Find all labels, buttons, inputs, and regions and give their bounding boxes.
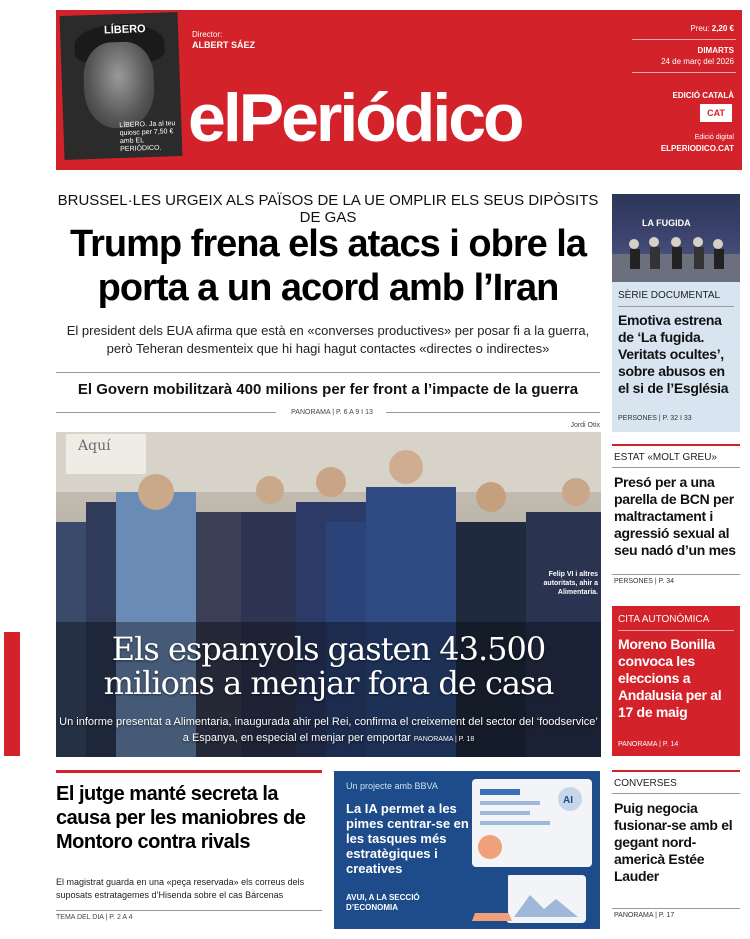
photo-lead xyxy=(56,714,601,748)
sidebar-tag: SÈRIE DOCUMENTAL xyxy=(618,290,721,301)
digital-edition-link[interactable]: ELPERIODICO.CAT xyxy=(660,144,734,153)
price-label: Preu: xyxy=(690,24,710,33)
issue-day: DIMARTS xyxy=(697,46,734,55)
divider xyxy=(618,306,734,307)
director-name: ALBERT SÁEZ xyxy=(192,40,255,50)
ai-badge: AI xyxy=(563,795,573,806)
edition-label: EDICIÓ CATALÀ xyxy=(672,91,734,100)
director-label: Director: xyxy=(192,30,223,39)
photo-story[interactable] xyxy=(56,432,601,757)
promo-label: Un projecte amb BBVA xyxy=(346,781,438,791)
main-story-ref: PANORAMA | P. 6 A 9 I 13 xyxy=(291,409,373,416)
sidebar-photo[interactable] xyxy=(612,194,740,282)
sidebar-headline[interactable]: Presó per a una parella de BCN per maltractament i agressió sexual al seu nadó d’un mes xyxy=(614,474,736,558)
divider xyxy=(56,372,600,373)
documentary-title: LA FUGIDA xyxy=(642,218,691,228)
digital-edition-label: Edició digital xyxy=(694,134,734,141)
divider xyxy=(632,39,736,40)
price xyxy=(600,24,734,33)
main-headline[interactable]: Trump frena els atacs i obre la porta a un acord amb l’Iran xyxy=(70,223,586,309)
photo-lead-text: Un informe presentat a Alimentaria, inaugurada ahir pel Rei, confirma el creixement del sector del ‘foodservice’ a Espanya, en especial el menjar per emportar xyxy=(59,716,598,744)
section-rule xyxy=(612,444,740,446)
divider xyxy=(612,467,740,468)
sidebar-ref: PERSONES | P. 34 xyxy=(614,578,675,585)
sidebar-headline[interactable]: Moreno Bonilla convoca les eleccions a Andalusia per al 17 de maig xyxy=(618,636,722,720)
sidebar-ref: PANORAMA | P. 14 xyxy=(618,741,679,748)
promo-box[interactable] xyxy=(334,771,600,929)
sidebar-tag: ESTAT «MOLT GREU» xyxy=(614,452,717,463)
bottom-left-lead: El magistrat guarda en una «peça reservada» els correus dels suposats estratagemes d’Hisenda sobre el cas Bárcenas xyxy=(56,877,305,900)
promo-text: La IA permet a les pimes centrar-se en les tasques més estratègiques i creatives xyxy=(346,801,469,876)
divider xyxy=(56,412,276,413)
promo-title: LÍBERO xyxy=(103,23,146,37)
main-lead: El president dels EUA afirma que està en «converses productives» per posar fi a la guerra, però Teheran desmenteix que hi hagi hagut contactes «directes o indirectes» xyxy=(66,323,590,356)
section-rule xyxy=(56,770,322,773)
documentary-photo xyxy=(612,194,740,282)
main-kicker: BRUSSEL·LES URGEIX ALS PAÏSOS DE LA UE OMPLIR ELS SEUS DIPÒSITS DE GAS xyxy=(57,192,599,226)
photo-story-ref: PANORAMA | P. 18 xyxy=(413,736,475,743)
divider xyxy=(618,630,734,631)
sidebar-tag: CITA AUTONÒMICA xyxy=(618,614,710,625)
photo-headline[interactable]: Els espanyols gasten 43.500 milions a menjar fora de casa xyxy=(103,630,554,702)
price-value: 2,20 € xyxy=(711,24,734,33)
divider xyxy=(612,793,740,794)
divider xyxy=(612,574,740,575)
newspaper-logo[interactable]: elPeriódico xyxy=(188,80,522,156)
divider xyxy=(612,908,740,909)
photo-caption: Felip VI i altres autoritats, ahir a Alimentaria. xyxy=(543,571,598,596)
sidebar-headline[interactable]: Puig negocia fusionar-se amb el gegant nord-americà Estée Lauder xyxy=(614,800,733,884)
sidebar-ref: PANORAMA | P. 17 xyxy=(614,912,675,919)
sub-headline[interactable]: El Govern mobilitzarà 400 milions per fer front a l’impacte de la guerra xyxy=(77,381,579,398)
promo-cover-image[interactable] xyxy=(60,12,183,160)
bottom-left-headline[interactable]: El jutge manté secreta la causa per les maniobres de Montoro contra rivals xyxy=(56,783,306,853)
left-accent-bar xyxy=(4,632,20,756)
promo-portrait xyxy=(82,41,155,129)
issue-date: 24 de març del 2026 xyxy=(661,57,734,66)
sidebar-ref: PERSONES | P. 32 I 33 xyxy=(618,415,692,422)
divider xyxy=(632,72,736,73)
edition-badge[interactable]: CAT xyxy=(700,104,732,122)
photo-credit: Jordi Otix xyxy=(570,422,600,429)
sidebar-tag: CONVERSES xyxy=(614,778,677,789)
bottom-left-ref: TEMA DEL DIA | P. 2 A 4 xyxy=(56,914,133,921)
store-sign: Aquí xyxy=(78,438,111,454)
promo-text: LÍBERO. Ja al teu quiosc per 7,50 € amb EL PERIÓDICO. xyxy=(119,120,176,154)
divider xyxy=(386,412,600,413)
divider xyxy=(56,910,322,911)
sidebar-headline[interactable]: Emotiva estrena de ‘La fugida. Veritats ocultes’, sobre abusos en el si de l’Església xyxy=(618,312,729,396)
promo-section-link[interactable]: AVUI, A LA SECCIÓ D’ECONOMIA xyxy=(346,893,420,912)
section-rule xyxy=(612,770,740,772)
